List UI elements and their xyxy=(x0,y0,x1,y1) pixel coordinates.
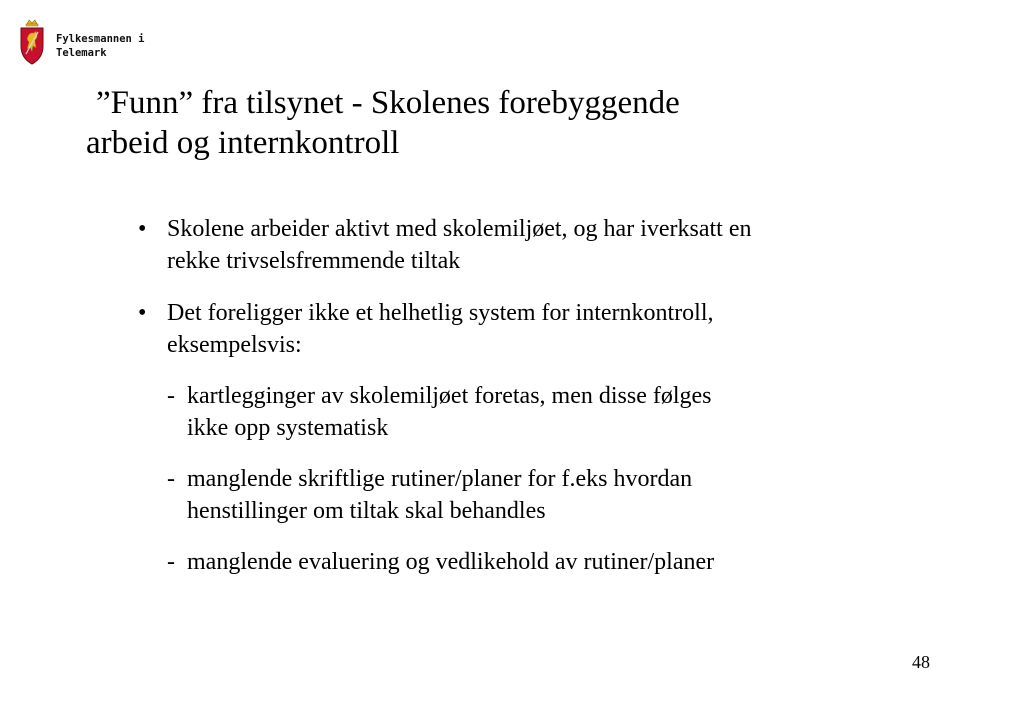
bullet-line: Det foreligger ikke et helhetlig system for internkontroll, xyxy=(167,300,714,326)
organization-name xyxy=(56,32,145,60)
bullet-marker: • xyxy=(138,216,147,242)
header-logo xyxy=(18,18,178,68)
sub-item-line: manglende skriftlige rutiner/planer for f.eks hvordan xyxy=(187,466,693,492)
org-name-line1: Fylkesmannen i xyxy=(56,33,145,45)
sub-item-line: henstillinger om tiltak skal behandles xyxy=(187,498,546,524)
bullet-marker: • xyxy=(138,300,147,326)
sub-item-line: kartlegginger av skolemiljøet foretas, men disse følges xyxy=(187,383,712,409)
bullet-line: eksempelsvis: xyxy=(167,332,302,358)
coat-of-arms-icon xyxy=(18,18,46,66)
slide-title-line1: ”Funn” fra tilsynet - Skolenes forebyggende xyxy=(96,85,680,121)
bullet-item xyxy=(167,213,967,277)
bullet-line: Skolene arbeider aktivt med skolemiljøet, og har iverksatt en xyxy=(167,216,752,242)
org-name-line2: Telemark xyxy=(56,47,107,59)
sub-item-marker: - xyxy=(167,549,175,575)
sub-item-line: ikke opp systematisk xyxy=(187,415,389,441)
page-number: 48 xyxy=(912,652,930,672)
bullet-line: rekke trivselsfremmende tiltak xyxy=(167,248,461,274)
bullet-item xyxy=(167,297,967,361)
sub-item-marker: - xyxy=(167,466,175,492)
slide-title xyxy=(86,83,886,163)
sub-item-marker: - xyxy=(167,383,175,409)
slide-title-line2: arbeid og internkontroll xyxy=(86,125,400,161)
sub-item-line: manglende evaluering og vedlikehold av rutiner/planer xyxy=(187,549,715,575)
